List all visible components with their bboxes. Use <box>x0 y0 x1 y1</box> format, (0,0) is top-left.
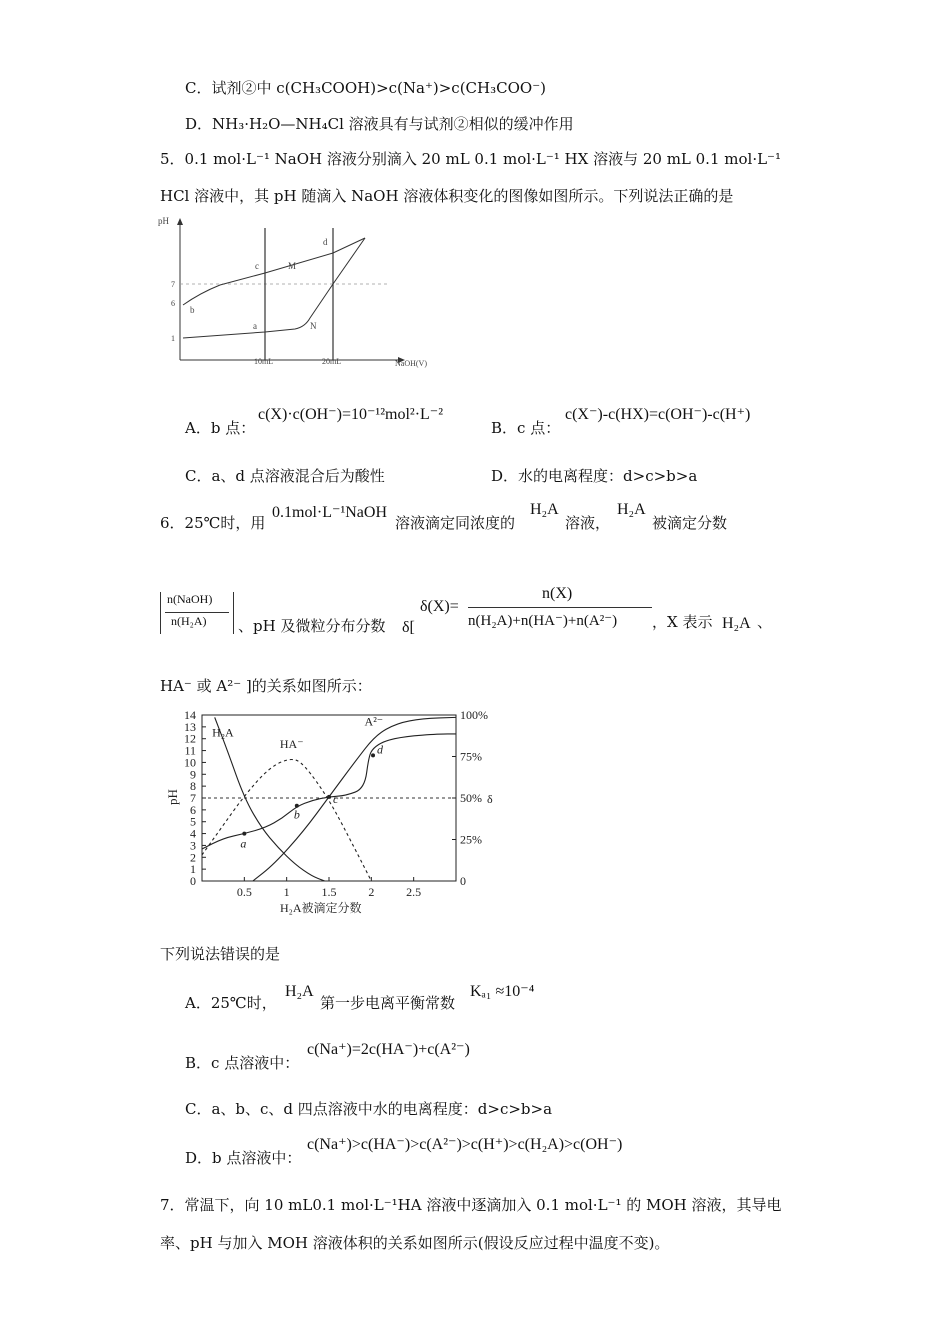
q5-point-a: a <box>253 321 257 331</box>
q6-delta-fraction <box>468 585 652 635</box>
q6-y-tick-label: 11 <box>184 743 196 758</box>
q6-series-ha-curve <box>202 760 371 881</box>
q6-fraction-denominator: n(H₂A) <box>171 614 207 628</box>
q5-x-label: NaOH(V) <box>395 359 427 368</box>
q6-y2-tick-label: 0 <box>460 874 466 888</box>
q5-stem-line1: 5．0.1 mol·L⁻¹ NaOH 溶液分别滴入 20 mL 0.1 mol·L⁻¹ HX 溶液与 20 mL 0.1 mol·L⁻¹ <box>160 150 781 168</box>
q6-stem-line3: HA⁻ 或 A²⁻ ]的关系如图所示： <box>160 677 372 695</box>
q7-line2: 率、pH 与加入 MOH 溶液体积的关系如图所示(假设反应过程中温度不变)。 <box>160 1234 670 1252</box>
q6-option-d-label: D．b 点溶液中： <box>185 1149 302 1167</box>
q4-option-d: D．NH₃·H₂O—NH₄Cl 溶液具有与试剂②相似的缓冲作用 <box>185 115 574 133</box>
q6-x-tick-label: 2.5 <box>406 885 422 899</box>
q6-x-axis-label: H₂A被滴定分数 <box>280 901 362 915</box>
q6-point-a-label: a <box>240 836 247 851</box>
q6-fraction-numerator: n(NaOH) <box>167 592 213 606</box>
q6-x-tick-label: 1.5 <box>321 885 337 899</box>
q5-point-m: M <box>288 261 297 271</box>
q6-y-tick-label: 14 <box>184 708 196 722</box>
q6-delta-numerator: n(X) <box>542 585 573 602</box>
q6-y-tick-label: 9 <box>190 767 196 782</box>
q6-series-a2-label: A²⁻ <box>364 714 384 729</box>
q6-stem-mid2: 溶液， <box>565 514 611 532</box>
q6-y2-axis-label: δ <box>487 792 493 806</box>
q6-x-tick-label: 2 <box>368 885 375 899</box>
q5-stem-line2: HCl 溶液中，其 pH 随滴入 NaOH 溶液体积变化的图像如图所示。下列说法正确的是 <box>160 187 734 205</box>
q5-option-b-formula: c(X⁻)-c(HX)=c(OH⁻)-c(H⁺) <box>565 406 751 423</box>
q6-option-a-formula: Kₐ₁ ≈10⁻⁴ <box>470 983 535 1000</box>
q6-y2-tick-label: 100% <box>460 708 488 722</box>
q6-series-h2a-curve <box>215 717 325 881</box>
q6-delta-lhs: δ(X)= <box>420 598 459 615</box>
q6-question: 下列说法错误的是 <box>160 945 281 963</box>
q7-line1: 7．常温下，向 10 mL0.1 mol·L⁻¹HA 溶液中逐滴加入 0.1 mol·L⁻¹ 的 MOH 溶液，其导电 <box>160 1196 782 1214</box>
q6-stem-mid1: 溶液滴定同浓度的 <box>395 514 516 532</box>
q6-option-b-label: B．c 点溶液中： <box>185 1054 300 1072</box>
q5-y-tick-7: 7 <box>171 280 175 289</box>
q5-point-b: b <box>190 305 195 315</box>
q6-x-tick-label: 0.5 <box>236 885 252 899</box>
q6-stem-line2-a: 、pH 及微粒分布分数 <box>238 617 386 635</box>
q6-distribution-chart <box>160 705 505 920</box>
q6-reagent: 0.1mol·L⁻¹NaOH <box>272 504 387 521</box>
q6-point-d-label: d <box>377 742 384 757</box>
q6-y-tick-label: 3 <box>190 838 196 853</box>
q6-option-a-acid: H₂A <box>285 983 314 1000</box>
q5-hx-curve <box>183 238 365 305</box>
q5-y-label: pH <box>158 216 169 226</box>
q5-option-c: C．a、d 点溶液混合后为酸性 <box>185 467 385 485</box>
q6-option-a-mid: 第一步电离平衡常数 <box>320 994 456 1012</box>
q6-y-tick-label: 12 <box>184 731 196 746</box>
q6-delta-denominator: n(H₂A)+n(HA⁻)+n(A²⁻) <box>468 613 618 629</box>
q5-y-tick-1: 1 <box>171 334 175 343</box>
q6-stem-line2-c: 、 <box>757 613 773 631</box>
q5-hcl-curve <box>183 238 365 338</box>
q5-point-c: c <box>255 261 259 271</box>
q6-point-b-label: b <box>293 807 300 822</box>
q6-point-d-marker <box>371 753 375 757</box>
q6-option-c: C．a、b、c、d 四点溶液中水的电离程度：d>c>b>a <box>185 1100 553 1118</box>
q6-point-c-label: c <box>333 791 339 806</box>
q6-y-tick-label: 4 <box>190 826 196 841</box>
q6-stem-line2-b: ，X 表示 <box>652 613 713 631</box>
q4-option-c: C．试剂②中 c(CH₃COOH)>c(Na⁺)>c(CH₃COO⁻) <box>185 79 546 97</box>
q6-stem-prefix: 6．25℃时，用 <box>160 514 266 532</box>
q5-option-b-label: B．c 点： <box>491 419 561 437</box>
q5-option-a-formula: c(X)·c(OH⁻)=10⁻¹²mol²·L⁻² <box>258 406 444 423</box>
q6-stem-mid3: 被滴定分数 <box>652 514 728 532</box>
q6-acid-1: H₂A <box>530 501 559 518</box>
q6-point-a-marker <box>242 832 246 836</box>
q6-titration-fraction <box>160 592 234 634</box>
q6-y-tick-label: 5 <box>190 814 196 829</box>
q6-series-ha-label: HA⁻ <box>279 737 304 752</box>
q5-option-d: D．水的电离程度：d>c>b>a <box>491 467 698 485</box>
q5-point-n: N <box>310 321 317 331</box>
q5-x-tick-20: 20mL <box>322 357 342 366</box>
q6-option-b-formula: c(Na⁺)=2c(HA⁻)+c(A²⁻) <box>307 1041 470 1058</box>
q6-y-tick-label: 6 <box>190 802 196 817</box>
q6-option-d-formula: c(Na⁺)>c(HA⁻)>c(A²⁻)>c(H⁺)>c(H₂A)>c(OH⁻) <box>307 1136 623 1153</box>
q5-point-d: d <box>323 237 328 247</box>
q6-y-tick-label: 0 <box>190 874 196 888</box>
q5-y-tick-6: 6 <box>171 299 175 308</box>
q5-titration-figure <box>155 210 455 375</box>
q6-delta-open: δ[ <box>402 619 415 636</box>
q6-y-tick-label: 10 <box>184 755 196 770</box>
q6-y-tick-label: 8 <box>190 779 196 794</box>
q6-x-tick-label: 1 <box>283 885 290 899</box>
q6-y-axis-label: pH <box>165 789 180 805</box>
q6-y-tick-label: 13 <box>184 719 196 734</box>
q6-series-ph-curve <box>202 734 456 849</box>
q6-point-c-marker <box>327 795 331 799</box>
q6-series-h2a-label: H₂A <box>212 725 234 740</box>
q6-y-tick-label: 7 <box>190 791 196 805</box>
q6-y-tick-label: 1 <box>190 862 196 877</box>
q6-y2-tick-label: 50% <box>460 791 482 805</box>
q6-y2-tick-label: 25% <box>460 832 482 847</box>
q6-acid-2: H₂A <box>617 501 646 518</box>
q5-x-tick-10: 10mL <box>254 357 274 366</box>
q5-option-a-label: A．b 点： <box>185 419 256 437</box>
q6-option-a-label: A．25℃时， <box>185 994 277 1012</box>
q6-y-tick-label: 2 <box>190 850 196 865</box>
q6-y2-tick-label: 75% <box>460 749 482 764</box>
q6-acid-3: H₂A <box>722 615 751 632</box>
